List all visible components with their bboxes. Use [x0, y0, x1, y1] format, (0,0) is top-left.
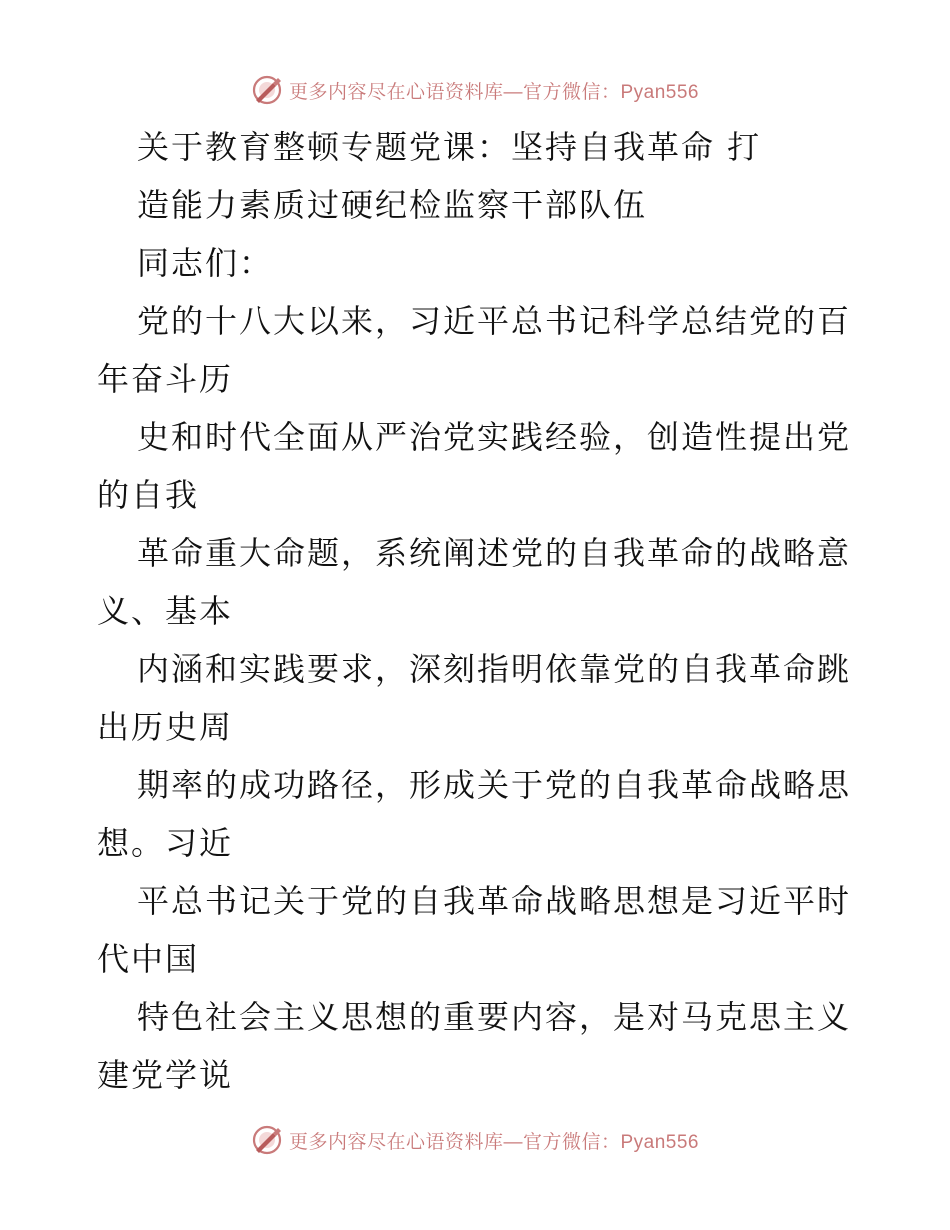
document-title-line-1: 关于教育整顿专题党课：坚持自我革命 打 — [137, 128, 762, 166]
body-line: 史和时代全面从严治党实践经验，创造性提出党 — [137, 418, 852, 456]
body-line: 建党学说 — [97, 1056, 234, 1094]
watermark-text: 更多内容尽在心语资料库—官方微信：Pyan556 — [288, 81, 699, 103]
body-line: 出历史周 — [97, 708, 234, 746]
salutation: 同志们： — [137, 244, 274, 282]
body-line: 特色社会主义思想的重要内容，是对马克思主义 — [137, 998, 852, 1036]
body-line: 年奋斗历 — [97, 360, 234, 398]
watermark-text: 更多内容尽在心语资料库—官方微信：Pyan556 — [288, 1131, 699, 1153]
pen-nib-circle-icon — [251, 1124, 283, 1156]
body-line: 想。习近 — [97, 824, 234, 862]
body-line: 义、基本 — [97, 592, 234, 630]
body-line: 党的十八大以来，习近平总书记科学总结党的百 — [137, 302, 852, 340]
body-line: 期率的成功路径，形成关于党的自我革命战略思 — [137, 766, 852, 804]
footer-watermark — [0, 1122, 950, 1158]
body-line: 平总书记关于党的自我革命战略思想是习近平时 — [137, 882, 852, 920]
document-content — [97, 118, 857, 1104]
body-line: 的自我 — [97, 476, 200, 514]
body-line: 代中国 — [97, 940, 200, 978]
body-line: 内涵和实践要求，深刻指明依靠党的自我革命跳 — [137, 650, 852, 688]
document-title-line-2: 造能力素质过硬纪检监察干部队伍 — [137, 186, 648, 224]
body-line: 革命重大命题，系统阐述党的自我革命的战略意 — [137, 534, 852, 572]
header-watermark — [0, 72, 950, 108]
pen-nib-circle-icon — [251, 74, 283, 106]
